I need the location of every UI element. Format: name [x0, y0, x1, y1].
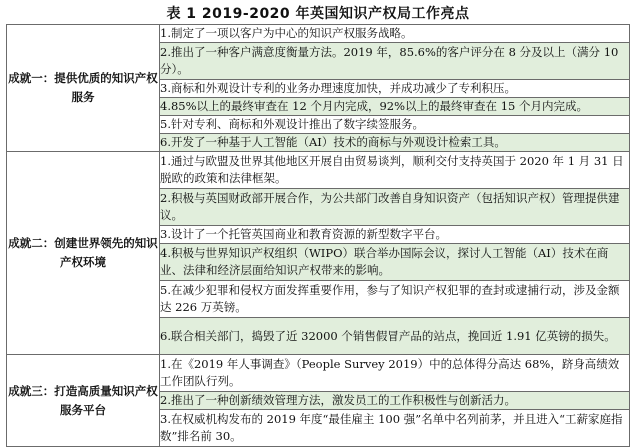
- section-1-item-5: 5.针对专利、商标和外观设计推出了数字续签服务。: [160, 116, 630, 134]
- section-1-item-6: 6.开发了一种基于人工智能（AI）技术的商标与外观设计检索工具。: [160, 134, 630, 152]
- section-2-item-1: 1.通过与欧盟及世界其他地区开展自由贸易谈判，顺利交付支持英国于 2020 年 1 月 31 日脱欧的政策和法律框架。: [160, 152, 630, 189]
- section-heading-2: 成就二：创建世界领先的知识产权环境: [7, 152, 160, 355]
- section-1-item-3: 3.商标和外观设计专利的业务办理速度加快，并成功减少了专利积压。: [160, 80, 630, 98]
- section-3-item-1: 1.在《2019 年人事调查》（People Survey 2019）中的总体得分高达 68%，跻身高绩效工作团队行列。: [160, 355, 630, 392]
- section-1-item-4: 4.85%以上的最终审查在 12 个月内完成，92%以上的最终审查在 15 个月内完成。: [160, 98, 630, 116]
- section-3-item-3: 3.在权威机构发布的 2019 年度“最佳雇主 100 强”名单中名列前茅，并且进入“工薪家庭指数”排名前 30。: [160, 410, 630, 447]
- section-1-item-1: 1.制定了一项以客户为中心的知识产权服务战略。: [160, 25, 630, 43]
- section-3-item-2: 2.推出了一种创新绩效管理方法，激发员工的工作积极性与创新活力。: [160, 392, 630, 410]
- table-row: [7, 355, 630, 392]
- section-heading-1: 成就一：提供优质的知识产权服务: [7, 25, 160, 152]
- table-title: 表 1 2019-2020 年英国知识产权局工作亮点: [166, 6, 470, 22]
- section-2-item-2: 2.积极与英国财政部开展合作，为公共部门改善自身知识资产（包括知识产权）管理提供建议。: [160, 189, 630, 226]
- table-row: [7, 25, 630, 43]
- table-row: [7, 152, 630, 189]
- section-2-item-6: 6.联合相关部门，捣毁了近 32000 个销售假冒产品的站点，挽回近 1.91 亿英镑的损失。: [160, 318, 630, 355]
- highlights-table: [6, 24, 630, 447]
- section-heading-3: 成就三：打造高质量知识产权服务平台: [7, 355, 160, 447]
- section-2-item-5: 5.在减少犯罪和侵权方面发挥重要作用，参与了知识产权犯罪的查封或逮捕行动，涉及金额达 226 万英镑。: [160, 281, 630, 318]
- section-1-item-2: 2.推出了一种客户满意度衡量方法。2019 年，85.6%的客户评分在 8 分及以上（满分 10 分）。: [160, 43, 630, 80]
- section-2-item-3: 3.设计了一个托管英国商业和教育资源的新型数字平台。: [160, 226, 630, 244]
- section-2-item-4: 4.积极与世界知识产权组织（WIPO）联合举办国际会议，探讨人工智能（AI）技术在商业、法律和经济层面给知识产权带来的影响。: [160, 244, 630, 281]
